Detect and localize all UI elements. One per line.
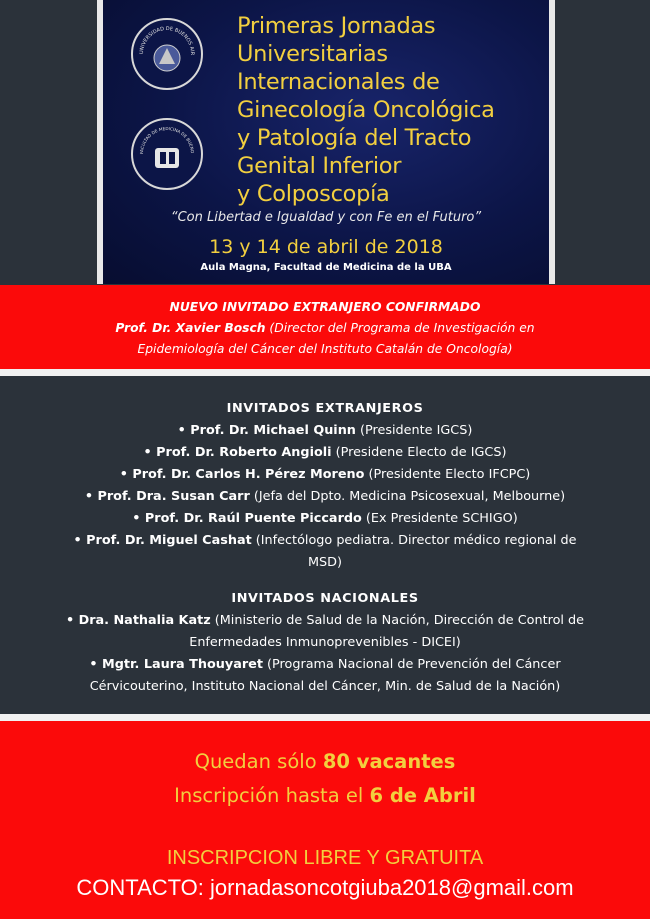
event-title (237, 12, 557, 208)
announcement-guest-desc-2: Epidemiología del Cáncer del Instituto Catalán de Oncología) (137, 342, 513, 356)
seal-text-top: UNIVERSIDAD DE BUENOS AIR (138, 25, 196, 56)
guest-desc: (Jefa del Dpto. Medicina Psicosexual, Melbourne) (249, 489, 566, 504)
guest-name: • Mgtr. Laura Thouyaret (89, 657, 263, 672)
guest-desc: (Presidente Electo IFCPC) (364, 467, 531, 482)
title-line: Primeras Jornadas (237, 13, 436, 39)
title-line: y Patología del Tracto (237, 125, 472, 151)
vacancies-count: 80 vacantes (322, 750, 456, 773)
vacancies-info (0, 745, 650, 813)
guest-name: • Prof. Dr. Roberto Angioli (143, 445, 332, 460)
contact-email-link[interactable]: jornadasoncotgiuba2018@gmail.com (210, 875, 574, 900)
event-motto: “Con Libertad e Igualdad y con Fe en el Futuro” (170, 210, 482, 225)
spacer (0, 574, 650, 588)
national-guests-heading: INVITADOS NACIONALES (231, 591, 419, 606)
title-line: Ginecología Oncológica (237, 97, 495, 123)
contact-line (0, 875, 650, 901)
guest-name: • Prof. Dr. Carlos H. Pérez Moreno (119, 467, 365, 482)
contact-label: CONTACTO: (76, 875, 211, 900)
guests-section (0, 376, 650, 714)
announcement-guest (0, 318, 650, 339)
registration-footer (0, 721, 650, 919)
list-item-cont: Enfermedades Inmunoprevenibles - DICEI) (189, 635, 461, 650)
event-date: 13 y 14 de abril de 2018 (209, 236, 443, 258)
seal-text-bottom: FACULTAD DE MEDICINA DE BUENO (138, 125, 196, 155)
guest-desc: (Infectólogo pediatra. Director médico regional de (251, 533, 577, 548)
free-registration: INSCRIPCION LIBRE Y GRATUITA (166, 847, 484, 869)
new-guest-announcement (0, 285, 650, 369)
list-item (0, 610, 650, 632)
list-item (0, 464, 650, 486)
title-line: Genital Inferior (237, 153, 402, 179)
announcement-heading: NUEVO INVITADO EXTRANJERO CONFIRMADO (169, 300, 481, 314)
divider (0, 714, 650, 721)
divider (0, 369, 650, 376)
banner-panel (97, 0, 555, 284)
list-item (0, 654, 650, 676)
title-line: Internacionales de (237, 69, 440, 95)
guest-name: • Prof. Dr. Miguel Cashat (73, 533, 252, 548)
list-item-cont: MSD) (307, 555, 342, 570)
title-line: Universitarias (237, 41, 388, 67)
title-line: y Colposcopía (237, 181, 390, 207)
announcement-guest-desc: (Director del Programa de Investigación en (265, 321, 535, 335)
guest-name: • Prof. Dra. Susan Carr (84, 489, 250, 504)
university-seal-icon (131, 18, 203, 90)
list-item (0, 486, 650, 508)
event-banner (0, 0, 650, 284)
list-item (0, 420, 650, 442)
faculty-seal-icon (131, 118, 203, 190)
guest-name: • Prof. Dr. Michael Quinn (177, 423, 356, 438)
guest-desc: (Presidente IGCS) (355, 423, 473, 438)
foreign-guests-heading: INVITADOS EXTRANJEROS (226, 401, 424, 416)
deadline-date: 6 de Abril (369, 784, 476, 807)
event-venue: Aula Magna, Facultad de Medicina de la UBA (200, 262, 452, 273)
list-item (0, 530, 650, 552)
guest-desc: (Presidene Electo de IGCS) (331, 445, 507, 460)
list-item-cont: Cérvicouterino, Instituto Nacional del Cáncer, Min. de Salud de la Nación) (89, 679, 561, 694)
announcement-guest-name: Prof. Dr. Xavier Bosch (115, 321, 266, 335)
guest-name: • Prof. Dr. Raúl Puente Piccardo (132, 511, 362, 526)
deadline-text: Inscripción hasta el (174, 784, 370, 807)
guest-name: • Dra. Nathalia Katz (65, 613, 211, 628)
guest-desc: (Ex Presidente SCHIGO) (361, 511, 518, 526)
vacancies-text: Quedan sólo (194, 750, 323, 773)
guest-desc: (Programa Nacional de Prevención del Cáncer (262, 657, 561, 672)
list-item (0, 508, 650, 530)
list-item (0, 442, 650, 464)
guest-desc: (Ministerio de Salud de la Nación, Dirección de Control de (210, 613, 585, 628)
